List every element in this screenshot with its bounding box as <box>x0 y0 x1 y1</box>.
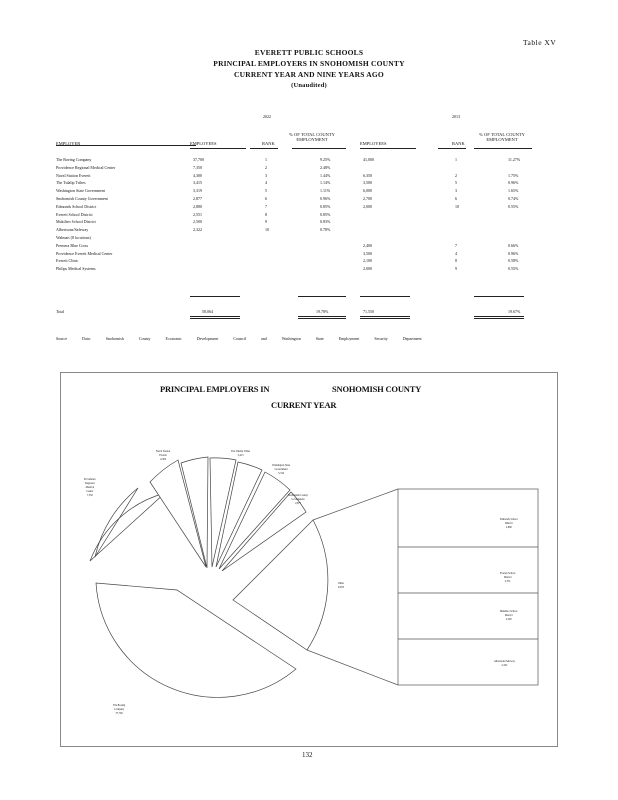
row-employer: Snohomish County Government <box>56 196 108 201</box>
row-pct-prior: 0.58% <box>508 258 519 264</box>
row-rank-prior: 2 <box>455 172 457 178</box>
row-employees: 2,880 <box>193 203 202 209</box>
row-pct-prior: 0.96% <box>508 250 519 256</box>
row-rank-prior: 4 <box>455 250 457 256</box>
row-pct-prior: 11.27% <box>508 157 521 162</box>
chart-title-part3: CURRENT YEAR <box>271 400 337 410</box>
row-employer: Walmart (8 locations) <box>56 235 91 240</box>
row-rank: 9 <box>265 219 267 225</box>
row-rank: 1 <box>265 157 267 162</box>
row-employees: 2,500 <box>193 219 202 225</box>
row-rank-prior: 10 <box>455 203 459 209</box>
row-employees: 37,700 <box>193 157 204 162</box>
header-pct: % OF TOTAL COUNTY EMPLOYMENT <box>289 132 335 142</box>
row-employer: The Tulalip Tribes <box>56 180 86 186</box>
label-albertsons: Albertsons/Safeway 2,322 <box>494 660 515 667</box>
row-employer: Everett Clinic <box>56 258 79 264</box>
row-employer: Philips Medical Systems <box>56 266 96 272</box>
row-pct: 1.11% <box>320 188 331 194</box>
label-providence: Providence Regional Medical Center 7,350 <box>84 478 96 497</box>
row-employees-prior: 2,100 <box>363 258 372 264</box>
row-rank-prior: 6 <box>455 196 457 201</box>
row-pct: 9.25% <box>320 157 331 162</box>
row-employer: Albertsons/Safeway <box>56 227 89 233</box>
row-rank-prior: 9 <box>455 266 457 272</box>
row-employees: 7,350 <box>193 164 202 170</box>
header-pct-prior: % OF TOTAL COUNTY EMPLOYMENT <box>479 132 525 142</box>
row-employees-prior: 2,700 <box>363 196 372 201</box>
row-rank-prior: 3 <box>455 188 457 194</box>
row-rank: 2 <box>265 164 267 170</box>
page-number: 132 <box>302 751 313 759</box>
row-employer: Everett School District <box>56 211 93 217</box>
row-rank-prior: 7 <box>455 242 457 248</box>
header-employees-prior: EMPLOYEES <box>360 141 387 146</box>
row-pct-prior: 0.55% <box>508 203 519 209</box>
header-employer: EMPLOYER <box>56 141 81 146</box>
row-employees-prior: 2,400 <box>363 242 372 248</box>
label-washington: Washington State Government 3,319 <box>272 464 291 475</box>
year-current: 2022 <box>263 114 271 119</box>
row-rank: 8 <box>265 211 267 217</box>
row-employees-prior: 2,000 <box>363 266 372 272</box>
row-employees-prior: 41,000 <box>363 157 374 162</box>
row-rank: 5 <box>265 188 267 194</box>
year-prior: 2013 <box>452 114 460 119</box>
row-rank-prior: 5 <box>455 180 457 186</box>
row-employees-prior: 6,350 <box>363 172 372 178</box>
title-line-3: CURRENT YEAR AND NINE YEARS AGO <box>234 70 384 79</box>
row-rank: 10 <box>265 227 269 233</box>
row-employer: The Boeing Company <box>56 157 92 162</box>
row-employees: 2,322 <box>193 227 202 233</box>
row-employees: 4,300 <box>193 172 202 178</box>
row-pct-prior: 1.65% <box>508 188 519 194</box>
table-label: Table XV <box>523 38 557 47</box>
row-pct-prior: 0.55% <box>508 266 519 272</box>
row-rank: 6 <box>265 196 267 201</box>
label-boeing: The Boeing Company 37,700 <box>113 704 126 715</box>
label-snohomish: Snohomish County Government 2,877 <box>288 494 308 505</box>
row-pct: 0.78% <box>320 227 331 233</box>
slice-providence <box>90 493 165 561</box>
row-employer: Mukilteo School District <box>56 219 96 225</box>
title-unaudited: (Unaudited) <box>291 82 327 89</box>
row-pct: 0.85% <box>320 203 331 209</box>
total-employees-prior: 71,550 <box>363 309 374 314</box>
row-rank-prior: 8 <box>455 258 457 264</box>
row-pct-prior: 1.75% <box>508 172 519 178</box>
row-employer: Premera Blue Cross <box>56 242 88 248</box>
row-pct: 0.96% <box>320 196 331 201</box>
title-line-2: PRINCIPAL EMPLOYERS IN SNOHOMISH COUNTY <box>213 59 405 68</box>
label-mukilteo: Mukilteo School District 2,500 <box>500 610 518 621</box>
label-naval: Naval Station Everett 4,300 <box>156 450 171 461</box>
header-rank-prior: RANK <box>452 141 465 146</box>
row-rank: 7 <box>265 203 267 209</box>
total-employees: 58,064 <box>202 309 213 314</box>
chart-title-part1: PRINCIPAL EMPLOYERS IN <box>160 384 270 394</box>
row-employees: 2,877 <box>193 196 202 201</box>
row-employer: Naval Station Everett <box>56 172 91 178</box>
source-note: Source Data: Snohomish County Economic Development Council and Washington State Employment Security Department <box>56 336 422 341</box>
row-employees: 2,551 <box>193 211 202 217</box>
row-employees-prior: 3,500 <box>363 180 372 186</box>
row-rank: 4 <box>265 180 267 186</box>
total-pct: 19.78% <box>316 309 329 314</box>
label-edmonds: Edmonds School District 2,880 <box>500 518 518 529</box>
row-pct: 0.83% <box>320 219 331 225</box>
row-pct: 0.85% <box>320 211 331 217</box>
row-employer: Providence Regional Medical Center <box>56 164 116 170</box>
label-other: Other 9,933 <box>338 582 344 589</box>
row-employees-prior: 2,000 <box>363 203 372 209</box>
row-pct-prior: 0.96% <box>508 180 519 186</box>
total-label: Total <box>56 309 65 314</box>
chart-title-part2: SNOHOMISH COUNTY <box>332 384 422 394</box>
row-pct-prior: 0.74% <box>508 196 519 201</box>
slice-other <box>233 520 328 650</box>
label-tulalip: The Tulalip Tribes 3,415 <box>231 450 251 457</box>
row-employer: Providence Everett Medical Center <box>56 250 113 256</box>
title-line-1: EVERETT PUBLIC SCHOOLS <box>254 48 364 57</box>
row-pct: 2.48% <box>320 164 331 170</box>
row-rank-prior: 1 <box>455 157 457 162</box>
label-everett: Everett School District 2,551 <box>500 572 516 583</box>
row-employees-prior: 6,000 <box>363 188 372 194</box>
header-employees: EMPLOYEES <box>190 141 217 146</box>
header-rank: RANK <box>262 141 275 146</box>
row-pct-prior: 0.66% <box>508 242 519 248</box>
row-employees: 3,415 <box>193 180 202 186</box>
row-employer: Edmonds School District <box>56 203 97 209</box>
total-pct-prior: 19.67% <box>508 309 521 314</box>
row-employees-prior: 3,500 <box>363 250 372 256</box>
row-employees: 3,319 <box>193 188 202 194</box>
row-employer: Washington State Government <box>56 188 106 194</box>
row-pct: 1.44% <box>320 172 331 178</box>
row-rank: 3 <box>265 172 267 178</box>
row-pct: 1.14% <box>320 180 331 186</box>
